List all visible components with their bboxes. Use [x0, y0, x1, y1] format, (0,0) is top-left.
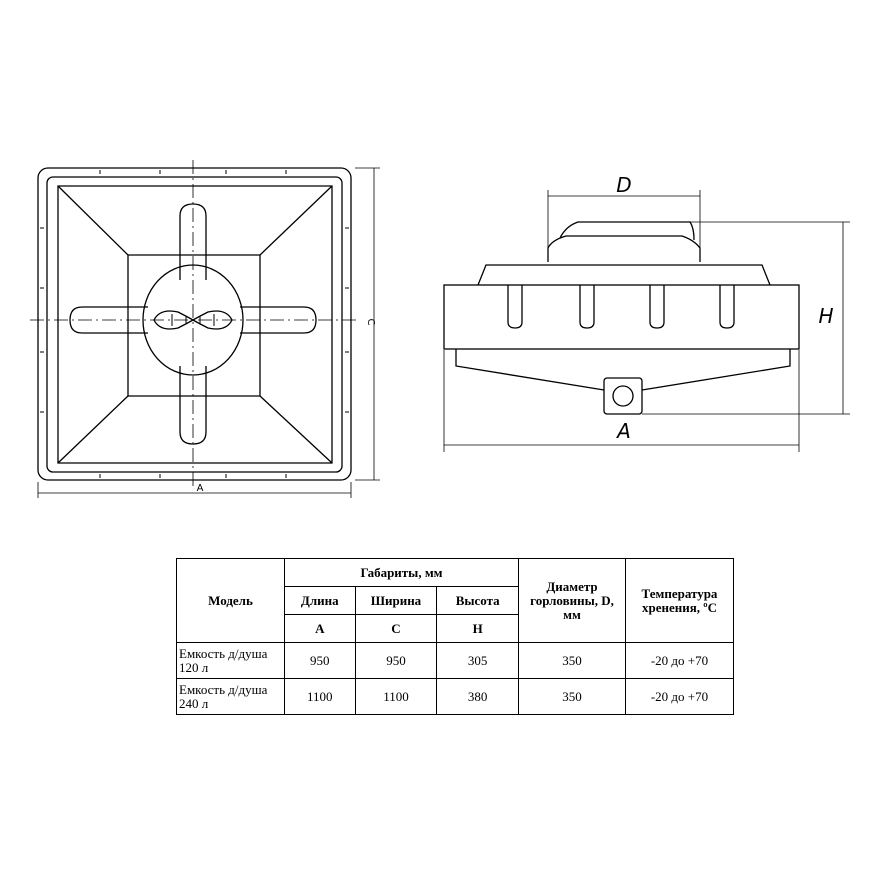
dim-label-c-top: C: [365, 318, 376, 326]
header-temperature: Температура хренения, ºC: [625, 559, 733, 643]
dim-label-d: D: [616, 173, 632, 197]
header-neck-diameter: Диаметр горловины, D, мм: [519, 559, 626, 643]
header-width: Ширина: [355, 587, 437, 615]
header-model: Модель: [177, 559, 285, 643]
cell-height: 305: [437, 643, 519, 679]
cell-model: Емкость д/душа 240 л: [177, 679, 285, 715]
cell-width: 950: [355, 643, 437, 679]
cell-temperature: -20 до +70: [625, 679, 733, 715]
cell-temperature: -20 до +70: [625, 643, 733, 679]
side-view-dimensions: [444, 190, 850, 452]
spec-table: [176, 558, 734, 715]
cell-neck: 350: [519, 679, 626, 715]
dim-label-a-top: A: [196, 483, 204, 494]
cell-neck: 350: [519, 643, 626, 679]
dim-label-a-side: A: [617, 419, 631, 443]
table-row: [177, 643, 734, 679]
header-height: Высота: [437, 587, 519, 615]
top-view: [30, 160, 358, 488]
cell-length: 1100: [284, 679, 355, 715]
header-height-symbol: H: [437, 615, 519, 643]
header-length-symbol: A: [284, 615, 355, 643]
cell-width: 1100: [355, 679, 437, 715]
cell-height: 380: [437, 679, 519, 715]
cell-length: 950: [284, 643, 355, 679]
dim-label-h: H: [818, 304, 834, 328]
header-dimensions: Габариты, мм: [284, 559, 518, 587]
side-view: [444, 222, 799, 414]
header-length: Длина: [284, 587, 355, 615]
table-row: [177, 679, 734, 715]
header-width-symbol: C: [355, 615, 437, 643]
cell-model: Емкость д/душа 120 л: [177, 643, 285, 679]
